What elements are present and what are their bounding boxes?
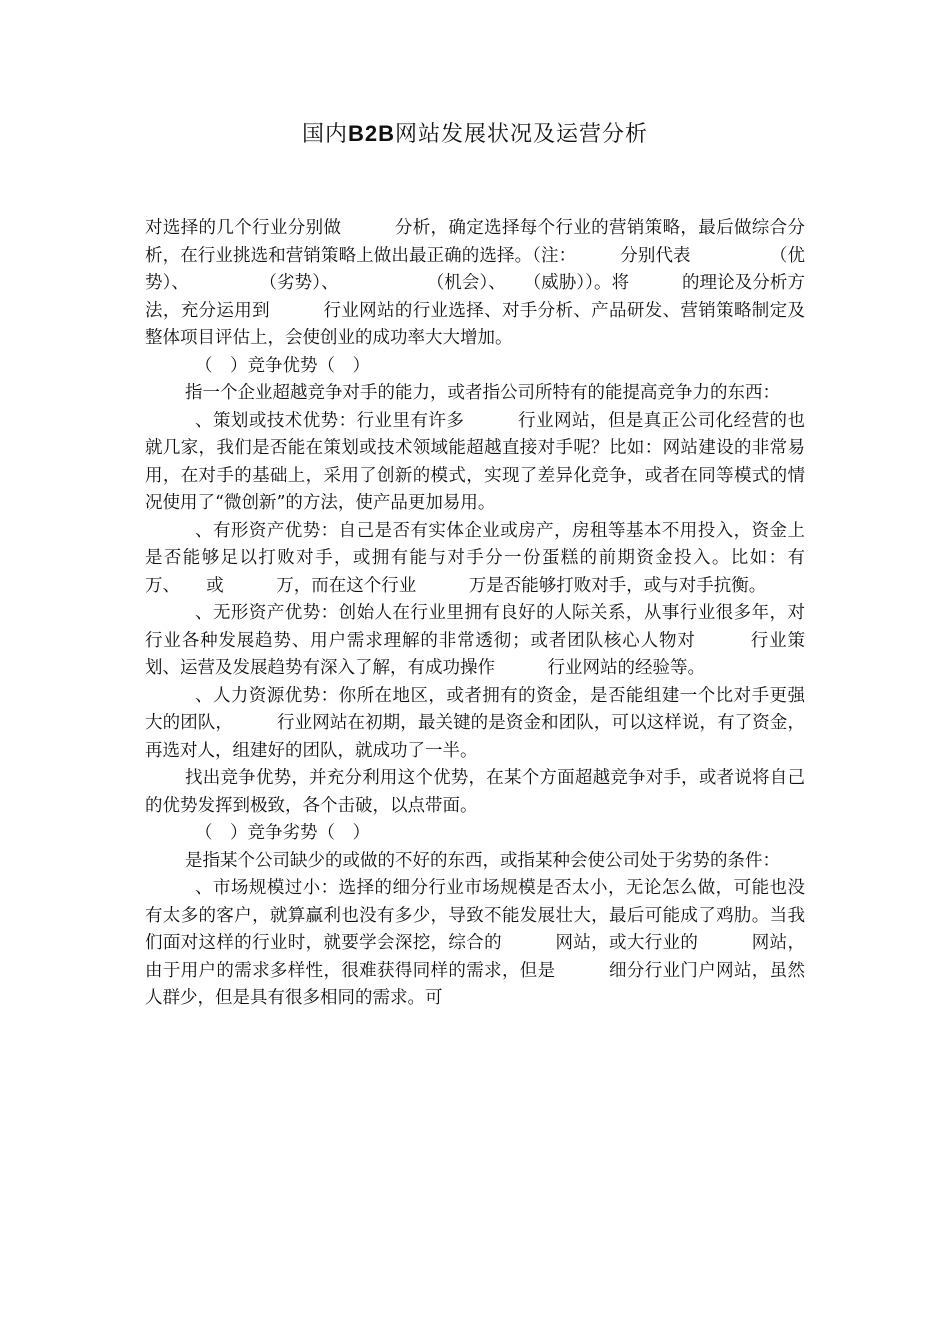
paragraph-strength-human-resources: 、人力资源优势：你所在地区，或者拥有的资金，是否能组建一个比对手更强大的团队， 行业网站在初期，最关键的是资金和团队，可以这样说，有了资金，再选对人，组建好的团队，就成功了一半。 <box>145 685 805 761</box>
paragraph-strength-planning-tech: 、策划或技术优势：行业里有许多 行业网站，但是真正公司化经营的也就几家，我们是否能在策划或技术领域能超越直接对手呢？比如：网站建设的非常易用，在对手的基础上，采用了创新的模式，实现了差异化竞争，或者在同等模式的情况使用了“微创新”的方法，使产品更加易用。 <box>145 410 805 513</box>
section-heading-weaknesses: （ ）竞争劣势（ ） <box>195 823 370 843</box>
paragraph-weaknesses-definition: 是指某个公司缺少的或做的不好的东西，或指某种会使公司处于劣势的条件： <box>185 850 780 871</box>
paragraph-strengths-definition: 指一个企业超越竞争对手的能力，或者指公司所特有的能提高竞争力的东西： <box>185 383 780 403</box>
title-prefix: 国内 <box>301 122 348 147</box>
paragraph-strengths-summary: 找出竞争优势，并充分利用这个优势，在某个方面超越竞争对手，或者说将自己的优势发挥到极致，各个击破，以点带面。 <box>145 768 805 816</box>
document-body <box>145 215 858 1013</box>
paragraph-weakness-market-size: 、市场规模过小：选择的细分行业市场规模是否太小，无论怎么做，可能也没有太多的客户，就算赢利也没有多少，导致不能发展壮大，最后可能成了鸡肋。当我们面对这样的行业时，就要学会深挖，综合的 网站，或大行业的 网站，由于用户的需求多样性，很难获得同样的需求，但是 细分行业门户网站，虽然人群少，但是具有很多相同的需求。可 <box>145 878 805 1008</box>
title-b2b: B2B <box>347 121 395 146</box>
title-suffix: 网站发展状况及运营分析 <box>395 122 649 147</box>
paragraph-intro: 对选择的几个行业分别做 分析，确定选择每个行业的营销策略，最后做综合分析，在行业挑选和营销策略上做出最正确的选择。（注： 分别代表 （优势）、 （劣势）、 （机会）、 （威胁））。将 的理论及分析方法，充分运用到 行业网站的行业选择、对手分析、产品研发、营销策略制定及整体项目评估上，会使创业的成功率大大增加。 <box>145 218 805 348</box>
paragraph-strength-intangible-assets: 、无形资产优势：创始人在行业里拥有良好的人际关系，从事行业很多年，对行业各种发展趋势、用户需求理解的非常透彻；或者团队核心人物对 行业策划、运营及发展趋势有深入了解，有成功操作 行业网站的经验等。 <box>145 603 805 678</box>
paragraph-strength-tangible-assets: 、有形资产优势：自己是否有实体企业或房产，房租等基本不用投入，资金上是否能够足以打败对手，或拥有能与对手分一份蛋糕的前期资金投入。比如：有 万、 或 万，而在这个行业 万是否能够打败对手，或与对手抗衡。 <box>145 520 858 596</box>
document-title <box>0 118 950 151</box>
section-heading-strengths: （ ）竞争优势（ ） <box>195 355 370 376</box>
